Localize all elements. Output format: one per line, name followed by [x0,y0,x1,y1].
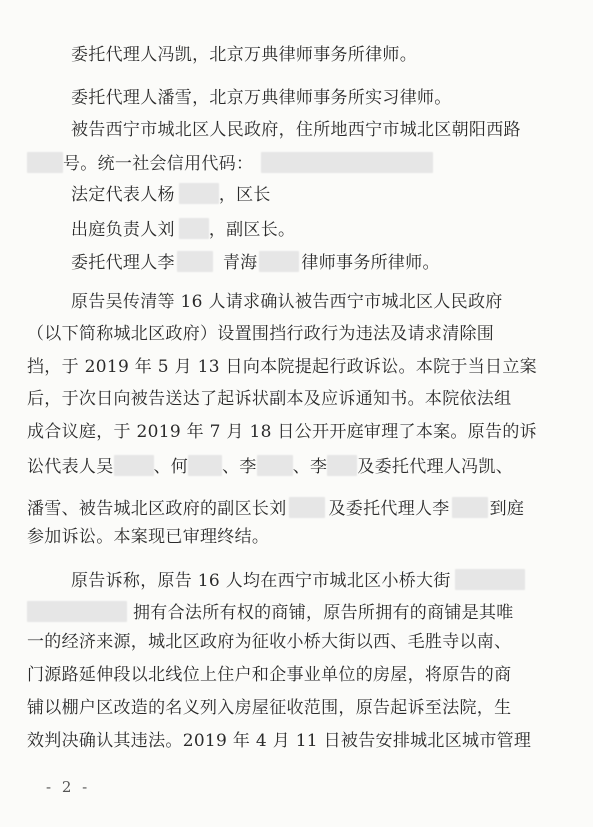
text-run: 原告诉称，原告 16 人均在西宁市城北区小桥大街 [71,571,451,591]
text-run: 拥有合法所有权的商铺，原告所拥有的商铺是其唯 [133,603,514,623]
text-run: 、何 [153,457,189,477]
text-run: 委托代理人冯凯，北京万典律师事务所律师。 [71,45,417,65]
text-run: 法定代表人杨 [71,185,175,205]
text-line [27,152,433,174]
text-line [27,527,269,547]
text-run: 被告西宁市城北区人民政府，住所地西宁市城北区朝阳西路 [71,120,521,140]
text-line [27,389,511,409]
redaction-mask [27,152,63,173]
text-line [27,731,531,751]
text-line [71,569,525,591]
redaction-mask [114,455,154,476]
redaction-mask [188,455,222,476]
redaction-mask [327,455,357,476]
redaction-mask [452,497,488,518]
text-line [27,497,524,519]
text-run: 及委托代理人李 [328,499,450,519]
redaction-mask [27,601,127,622]
text-run: 后，于次日向被告送达了起诉状副本及应诉通知书。本院依法组 [27,389,512,409]
text-run: 、李 [292,457,328,477]
redaction-mask [261,152,433,173]
text-run: 出庭负责人刘 [71,220,175,240]
redaction-mask [177,251,213,272]
text-line [71,292,503,312]
text-run: ，副区长。 [208,220,296,240]
redaction-mask [179,218,209,239]
text-run: 律师事务所律师。 [301,253,440,273]
text-run: 铺以棚户区改造的名义列入房屋征收范围，原告起诉至法院，生 [27,698,512,718]
redaction-mask [289,497,325,518]
text-run: 、李 [222,457,257,477]
text-line [71,251,440,273]
text-run: 青海 [222,253,258,273]
text-run: 门源路延伸段以北线位上住户和企事业单位的房屋，将原告的商 [27,665,512,685]
text-run: 参加诉讼。本案现已审理终结。 [27,527,270,547]
text-line [27,455,513,477]
text-line [27,698,511,718]
text-run: 效判决确认其违法。2019 年 4 月 11 日被告安排城北区城市管理 [27,731,532,751]
text-line [27,357,537,377]
page-number: - 2 - [46,778,91,796]
text-run: 成合议庭，于 2019 年 7 月 18 日公开开庭审理了本案。原告的诉 [27,422,537,442]
text-run: 挡，于 2019 年 5 月 13 日向本院提起行政诉讼。本院于当日立案 [27,357,537,377]
text-run: （以下简称城北区政府）设置围挡行政行为违法及请求清除围 [27,324,495,344]
text-line [71,88,452,108]
text-line [71,45,417,65]
text-line [27,601,514,623]
text-line [27,422,537,442]
redaction-mask [179,183,219,204]
text-run: ，区长 [218,185,271,205]
redaction-mask [455,569,525,590]
text-run: 潘雪、被告城北区政府的副区长刘 [27,499,287,519]
text-run: 一的经济来源，城北区政府为征收小桥大街以西、毛胜寺以南、 [27,632,512,652]
text-run: 委托代理人潘雪，北京万典律师事务所实习律师。 [71,88,452,108]
text-line [27,665,511,685]
text-run: 委托代理人李 [71,253,175,273]
text-run: 讼代表人吴 [27,457,114,477]
redaction-mask [257,455,293,476]
redaction-mask [259,251,299,272]
text-line [27,632,511,652]
text-run: 及委托代理人冯凯、 [357,457,514,477]
text-run: 号。统一社会信用代码： [63,154,254,174]
text-line [71,218,295,240]
text-run: 到庭 [489,499,525,519]
text-run: 原告吴传清等 16 人请求确认被告西宁市城北区人民政府 [71,292,503,312]
text-line [71,183,271,205]
text-line [71,120,521,140]
text-line [27,324,494,344]
